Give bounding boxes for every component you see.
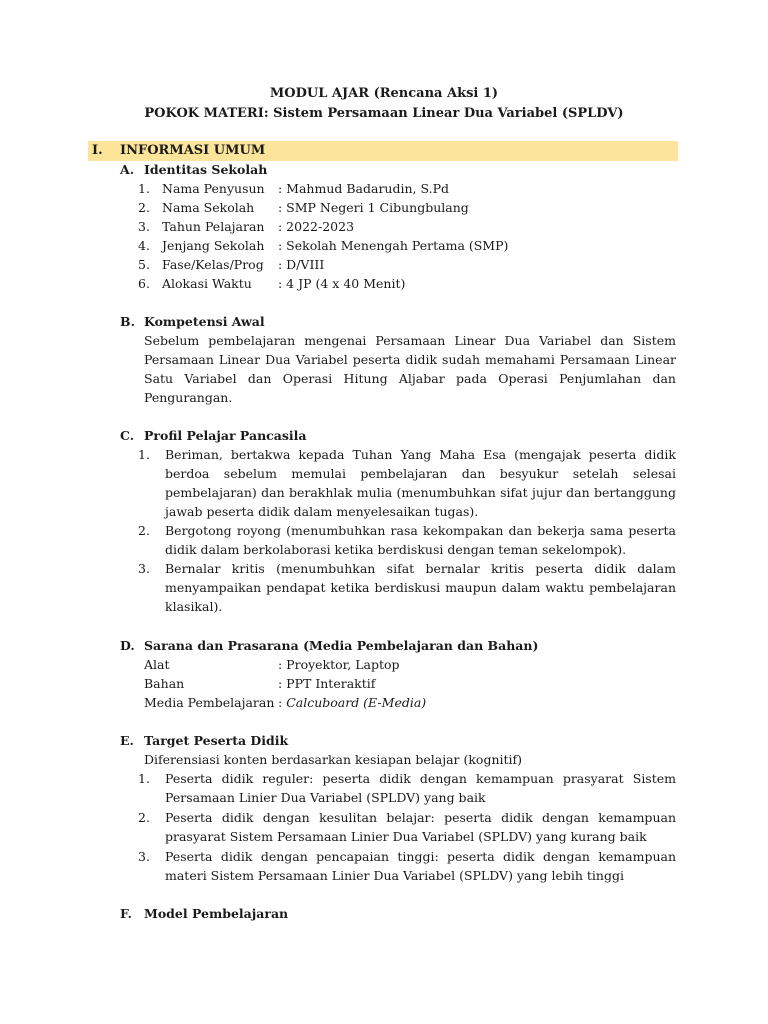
target-item: Peserta didik dengan pencapaian tinggi: peserta didik dengan kemampuan materi Sistem Persamaan Linier Dua Variabel (SPLDV) yang lebih tinggi — [165, 849, 676, 883]
sarana-label: Alat — [144, 657, 170, 672]
identity-label: Nama Penyusun — [162, 181, 265, 196]
subsection-letter-e: E. — [120, 733, 134, 748]
identity-num: 3. — [138, 219, 150, 234]
target-item: Peserta didik reguler: peserta didik dengan kemampuan prasyarat Sistem Persamaan Linier Dua Variabel (SPLDV) yang baik — [165, 771, 676, 805]
profil-num: 2. — [138, 523, 150, 538]
subsection-title-model: Model Pembelajaran — [144, 906, 289, 921]
target-item: Peserta didik dengan kesulitan belajar: peserta didik dengan kemampuan prasyarat Sistem Persamaan Linier Dua Variabel (SPLDV) yang kurang baik — [165, 810, 676, 844]
subsection-letter-f: F. — [120, 906, 132, 921]
subsection-title-target: Target Peserta Didik — [144, 733, 289, 748]
identity-label: Nama Sekolah — [162, 200, 255, 215]
sarana-value: : PPT Interaktif — [278, 676, 376, 691]
identity-num: 1. — [138, 181, 150, 196]
target-num: 1. — [138, 771, 150, 786]
target-intro: Diferensiasi konten berdasarkan kesiapan belajar (kognitif) — [144, 752, 523, 767]
profil-item: Bergotong royong (menumbuhkan rasa kekompakan dan bekerja sama peserta didik dalam berkolaborasi ketika berdiskusi dengan teman sekelompok). — [165, 523, 676, 557]
identity-value: : Sekolah Menengah Pertama (SMP) — [278, 238, 509, 253]
profil-item: Beriman, bertakwa kepada Tuhan Yang Maha Esa (mengajak peserta didik berdoa sebelum memulai pembelajaran dan besyukur setelah selesai pembelajaran) dan berakhlak mulia (menumbuhkan sifat jujur dan bertanggung jawab peserta didik dalam menyelesaikan tugas). — [165, 447, 676, 519]
identity-num: 4. — [138, 238, 150, 253]
sarana-value: : Proyektor, Laptop — [278, 657, 400, 672]
sarana-value-italic: Calcuboard (E-Media) — [286, 695, 427, 710]
document-subtitle: POKOK MATERI: Sistem Persamaan Linear Dua Variabel (SPLDV) — [144, 106, 624, 121]
profil-num: 1. — [138, 447, 150, 462]
kompetensi-paragraph: Sebelum pembelajaran mengenai Persamaan Linear Dua Variabel dan Sistem Persamaan Linear Dua Variabel peserta didik sudah memahami Persamaan Linear Satu Variabel dan Operasi Hitung Aljabar pada Operasi Penjumlahan dan Pengurangan. — [144, 333, 676, 405]
sarana-label: Media Pembelajaran — [144, 695, 275, 710]
profil-num: 3. — [138, 561, 150, 576]
section-title: INFORMASI UMUM — [120, 143, 266, 158]
sarana-value — [278, 693, 426, 712]
subsection-title-profil: Profil Pelajar Pancasila — [144, 428, 307, 443]
identity-value: : 2022-2023 — [278, 219, 355, 234]
profil-item: Bernalar kritis (menumbuhkan sifat bernalar kritis peserta didik dalam menyampaikan pendapat ketika berdiskusi maupun dalam waktu pembelajaran klasikal). — [165, 561, 676, 614]
identity-label: Jenjang Sekolah — [162, 238, 265, 253]
subsection-letter-a: A. — [120, 162, 135, 177]
subsection-letter-c: C. — [120, 428, 135, 443]
section-number: I. — [92, 143, 103, 158]
identity-value: : 4 JP (4 x 40 Menit) — [278, 276, 406, 291]
identity-label: Alokasi Waktu — [162, 276, 252, 291]
sarana-value-prefix: : — [278, 695, 287, 710]
identity-num: 2. — [138, 200, 150, 215]
identity-value: : Mahmud Badarudin, S.Pd — [278, 181, 449, 196]
identity-value: : SMP Negeri 1 Cibungbulang — [278, 200, 469, 215]
target-num: 2. — [138, 810, 150, 825]
identity-label: Tahun Pelajaran — [162, 219, 265, 234]
subsection-title-kompetensi: Kompetensi Awal — [144, 314, 265, 329]
identity-label: Fase/Kelas/Prog — [162, 257, 264, 272]
sarana-label: Bahan — [144, 676, 185, 691]
identity-num: 5. — [138, 257, 150, 272]
target-num: 3. — [138, 849, 150, 864]
subsection-letter-b: B. — [120, 314, 135, 329]
subsection-title-identitas: Identitas Sekolah — [144, 162, 268, 177]
subsection-title-sarana: Sarana dan Prasarana (Media Pembelajaran dan Bahan) — [144, 638, 539, 653]
identity-num: 6. — [138, 276, 150, 291]
document-title: MODUL AJAR (Rencana Aksi 1) — [269, 86, 499, 101]
identity-value: : D/VIII — [278, 257, 325, 272]
subsection-letter-d: D. — [120, 638, 135, 653]
